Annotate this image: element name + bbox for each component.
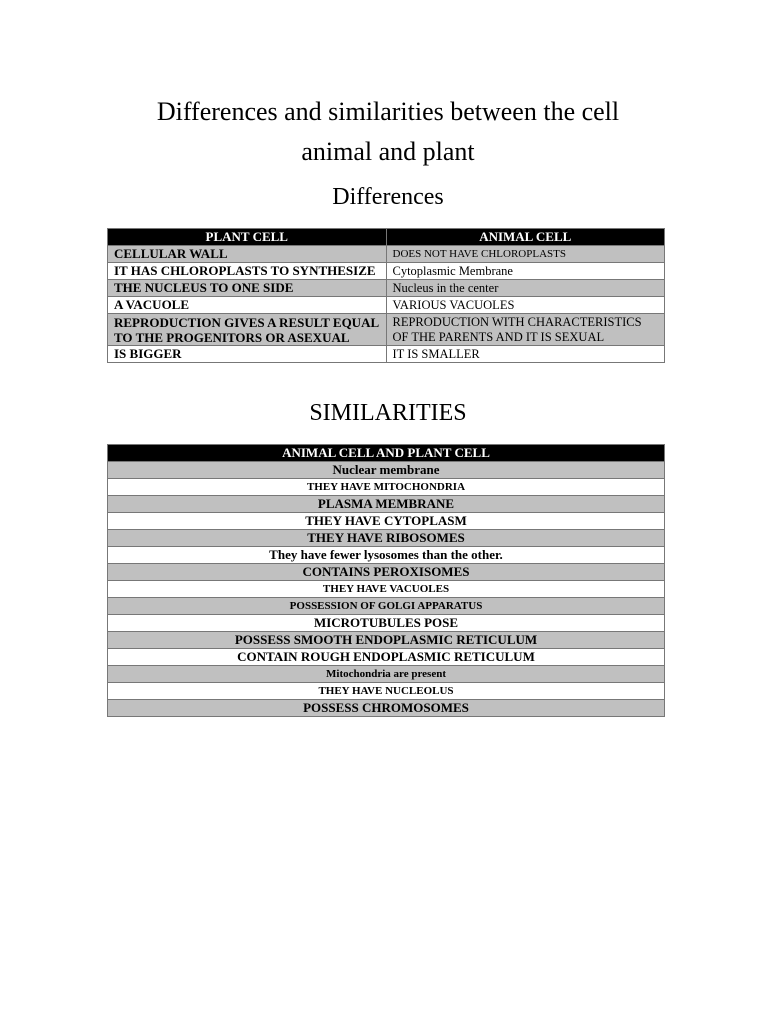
plant-cell-value: CELLULAR WALL <box>108 246 387 263</box>
similarity-item: They have fewer lysosomes than the other. <box>108 547 665 564</box>
table-row <box>108 246 665 263</box>
animal-cell-value: Cytoplasmic Membrane <box>386 263 665 280</box>
similarity-item: POSSESS SMOOTH ENDOPLASMIC RETICULUM <box>108 632 665 649</box>
similarities-header: ANIMAL CELL AND PLANT CELL <box>108 445 665 462</box>
animal-cell-value: DOES NOT HAVE CHLOROPLASTS <box>386 246 665 263</box>
animal-cell-value: Nucleus in the center <box>386 280 665 297</box>
similarity-item: Mitochondria are present <box>108 666 665 683</box>
similarities-header-row <box>108 445 665 462</box>
similarity-item: POSSESSION OF GOLGI APPARATUS <box>108 598 665 615</box>
table-row <box>108 314 665 346</box>
similarity-item: CONTAIN ROUGH ENDOPLASMIC RETICULUM <box>108 649 665 666</box>
similarity-item: PLASMA MEMBRANE <box>108 496 665 513</box>
differences-table <box>107 228 665 363</box>
title-line-2: animal and plant <box>301 137 475 166</box>
similarity-item: THEY HAVE CYTOPLASM <box>108 513 665 530</box>
document-title <box>0 92 768 172</box>
similarity-item: POSSESS CHROMOSOMES <box>108 700 665 717</box>
similarity-item: Nuclear membrane <box>108 462 665 479</box>
plant-cell-value: IT HAS CHLOROPLASTS TO SYNTHESIZE <box>108 263 387 280</box>
animal-cell-header: ANIMAL CELL <box>386 229 665 246</box>
plant-cell-value: A VACUOLE <box>108 297 387 314</box>
animal-cell-value: VARIOUS VACUOLES <box>386 297 665 314</box>
differences-header-row <box>108 229 665 246</box>
plant-cell-value: REPRODUCTION GIVES A RESULT EQUAL TO THE PROGENITORS OR ASEXUAL <box>108 314 387 346</box>
similarity-item: THEY HAVE MITOCHONDRIA <box>108 479 665 496</box>
animal-cell-value: REPRODUCTION WITH CHARACTERISTICS OF THE PARENTS AND IT IS SEXUAL <box>386 314 665 346</box>
similarities-heading: SIMILARITIES <box>309 400 467 426</box>
similarity-item: THEY HAVE NUCLEOLUS <box>108 683 665 700</box>
plant-cell-value: IS BIGGER <box>108 346 387 363</box>
table-row <box>108 297 665 314</box>
table-row <box>108 263 665 280</box>
plant-cell-value: THE NUCLEUS TO ONE SIDE <box>108 280 387 297</box>
title-line-1: Differences and similarities between the cell <box>156 97 620 126</box>
plant-cell-header: PLANT CELL <box>108 229 387 246</box>
similarity-item: CONTAINS PEROXISOMES <box>108 564 665 581</box>
similarity-item: THEY HAVE RIBOSOMES <box>108 530 665 547</box>
similarity-item: MICROTUBULES POSE <box>108 615 665 632</box>
differences-heading: Differences <box>332 184 444 210</box>
table-row <box>108 346 665 363</box>
similarities-table <box>107 444 665 717</box>
animal-cell-value: IT IS SMALLER <box>386 346 665 363</box>
table-row <box>108 280 665 297</box>
similarity-item: THEY HAVE VACUOLES <box>108 581 665 598</box>
